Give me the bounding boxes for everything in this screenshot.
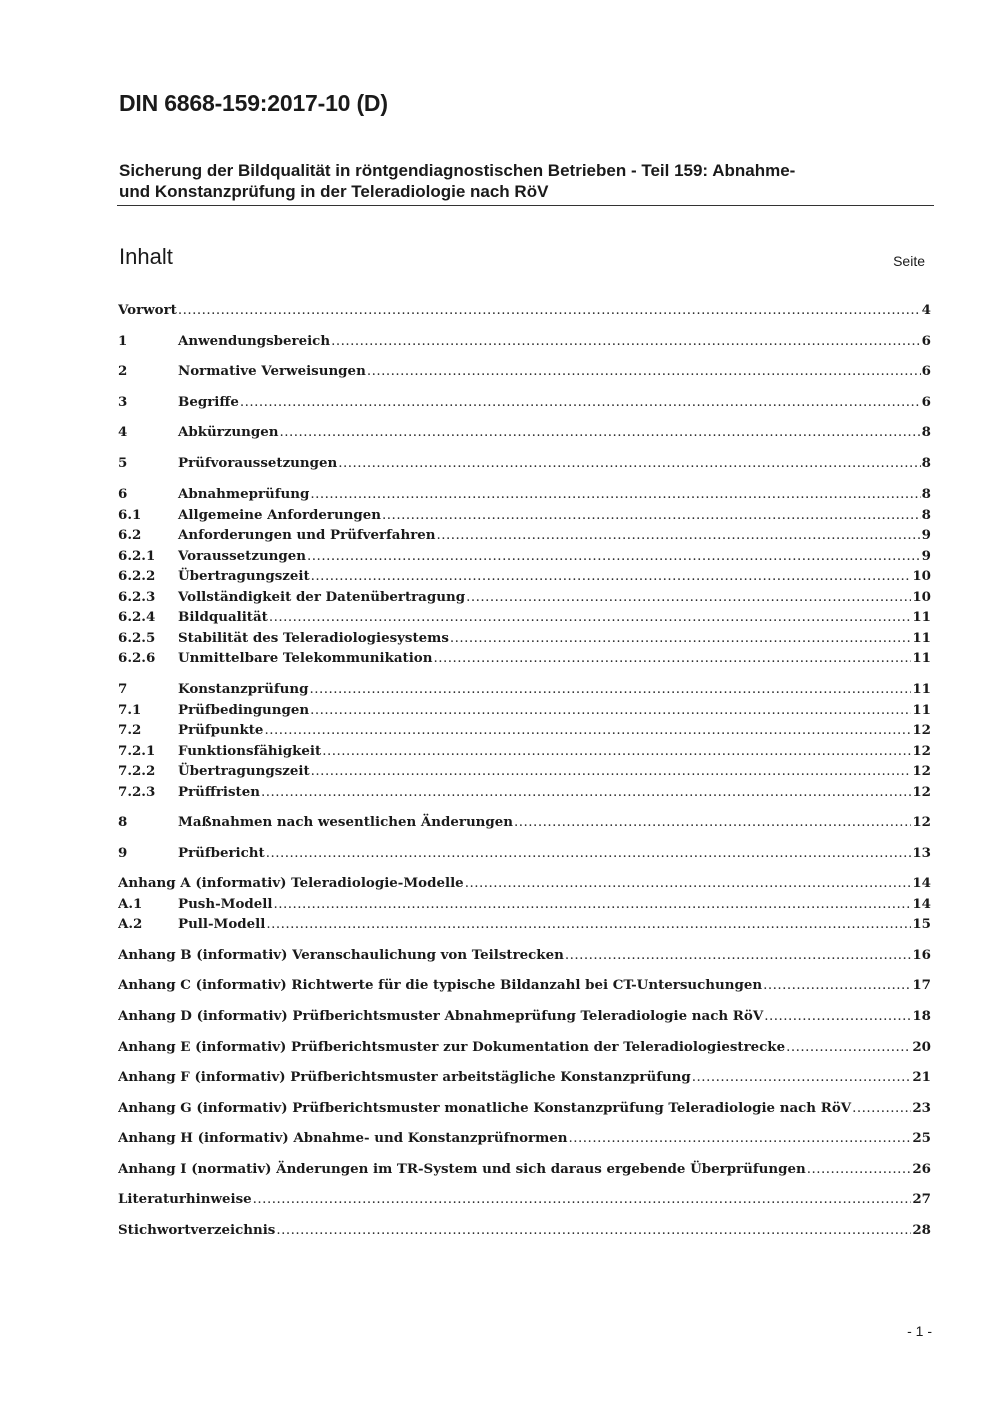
page-number: - 1 - (907, 1323, 932, 1339)
toc-entry-page: 6 (921, 394, 931, 410)
toc-dot-leader (311, 567, 912, 586)
toc-dot-leader (269, 608, 912, 627)
toc-dot-leader (322, 742, 911, 761)
toc-entry[interactable] (118, 525, 931, 545)
page-column-label: Seite (893, 253, 925, 269)
toc-entry-number: 7.1 (118, 702, 142, 718)
toc-dot-leader (763, 976, 911, 995)
toc-entry-page: 20 (912, 1039, 931, 1055)
toc-entry-title: Anhang D (informativ) Prüfberichtsmuster Abnahmeprüfung Teleradiologie nach RöV (118, 1008, 764, 1024)
toc-entry-title: Anhang C (informativ) Richtwerte für die typische Bildanzahl bei CT-Untersuchungen (118, 977, 763, 993)
toc-entry-number: 6.2.5 (118, 630, 156, 646)
toc-dot-leader (786, 1038, 911, 1057)
toc-entry-number: 6.1 (118, 507, 142, 523)
toc-entry-number: 2 (118, 363, 128, 379)
toc-entry-number: 7.2.2 (118, 763, 156, 779)
toc-entry-page: 12 (912, 763, 931, 779)
toc-dot-leader (807, 1160, 912, 1179)
toc-entry-page: 14 (912, 896, 931, 912)
toc-entry-number: 7.2.1 (118, 743, 156, 759)
toc-entry-number: A.1 (118, 896, 143, 912)
toc-entry-page: 11 (912, 630, 931, 646)
toc-entry-page: 15 (912, 916, 931, 932)
toc-entry-number: 1 (118, 333, 128, 349)
toc-entry-page: 8 (921, 455, 931, 471)
toc-entry[interactable] (118, 484, 931, 504)
toc-dot-leader (437, 526, 921, 545)
toc-entry-page: 8 (921, 507, 931, 523)
toc-entry-title: Prüfbedingungen (178, 702, 310, 718)
toc-entry[interactable] (118, 392, 931, 412)
toc-entry-page: 18 (912, 1008, 931, 1024)
toc-entry-page: 14 (912, 875, 931, 891)
toc-entry-page: 11 (912, 609, 931, 625)
toc-entry-title: Anhang B (informativ) Veranschaulichung von Teilstrecken (118, 947, 564, 963)
toc-dot-leader (382, 506, 921, 525)
toc-entry-number: 6.2.1 (118, 548, 156, 564)
toc-entry-title: Anhang H (informativ) Abnahme- und Konstanzprüfnormen (118, 1130, 568, 1146)
toc-entry-page: 12 (912, 784, 931, 800)
toc-entry-title: Anhang E (informativ) Prüfberichtsmuster zur Dokumentation der Teleradiologiestrecke (118, 1039, 786, 1055)
toc-entry-title: Abnahmeprüfung (178, 486, 310, 502)
toc-dot-leader (367, 362, 921, 381)
toc-entry-title: Anhang G (informativ) Prüfberichtsmuster monatliche Konstanzprüfung Teleradiologie nach RöV (118, 1100, 852, 1116)
toc-entry-title: Prüfpunkte (178, 722, 264, 738)
toc-entry-title: Stichwortverzeichnis (118, 1222, 276, 1238)
toc-entry-page: 23 (912, 1100, 931, 1116)
toc-entry[interactable] (118, 361, 931, 381)
toc-entry-title: Übertragungszeit (178, 763, 310, 779)
toc-entry-title: Stabilität des Teleradiologiesystems (178, 630, 449, 646)
toc-entry-title: Konstanzprüfung (178, 681, 309, 697)
toc-entry[interactable] (118, 761, 931, 781)
toc-entry-page: 21 (912, 1069, 931, 1085)
toc-dot-leader (338, 454, 920, 473)
toc-entry-number: 8 (118, 814, 128, 830)
toc-entry-title: Maßnahmen nach wesentlichen Änderungen (178, 814, 514, 830)
toc-entry[interactable] (118, 945, 931, 965)
toc-entry[interactable] (118, 505, 931, 525)
toc-entry-title: Bildqualität (178, 609, 268, 625)
toc-dot-leader (311, 762, 912, 781)
toc-dot-leader (264, 721, 911, 740)
toc-entry-title: Vollständigkeit der Datenübertragung (178, 589, 466, 605)
toc-entry[interactable] (118, 331, 931, 351)
toc-entry-title: Anforderungen und Prüfverfahren (178, 527, 436, 543)
toc-dot-leader (764, 1007, 911, 1026)
toc-entry-title: Begriffe (178, 394, 239, 410)
toc-entry[interactable] (118, 1006, 931, 1026)
toc-dot-leader (310, 485, 920, 504)
toc-entry-page: 11 (912, 681, 931, 697)
toc-entry-page: 12 (912, 814, 931, 830)
toc-dot-leader (465, 874, 912, 893)
toc-dot-leader (266, 915, 911, 934)
toc-entry-number: 4 (118, 424, 128, 440)
toc-entry-number: 5 (118, 455, 128, 471)
toc-entry-page: 13 (912, 845, 931, 861)
toc-entry-page: 10 (912, 568, 931, 584)
toc-entry-number: 6.2.2 (118, 568, 156, 584)
toc-entry-number: 6.2.3 (118, 589, 156, 605)
toc-entry[interactable] (118, 1037, 931, 1057)
toc-entry-number: 6.2.6 (118, 650, 156, 666)
toc-entry-number: A.2 (118, 916, 143, 932)
toc-dot-leader (466, 588, 911, 607)
toc-entry-title: Anhang I (normativ) Änderungen im TR-System und sich daraus ergebende Überprüfungen (118, 1161, 806, 1177)
toc-entry[interactable] (118, 628, 931, 648)
toc-entry-number: 7.2.3 (118, 784, 156, 800)
toc-entry[interactable] (118, 422, 931, 442)
toc-entry[interactable] (118, 648, 931, 668)
toc-dot-leader (276, 1221, 911, 1240)
toc-entry-page: 10 (912, 589, 931, 605)
toc-entry[interactable] (118, 453, 931, 473)
toc-dot-leader (450, 629, 911, 648)
toc-entry[interactable] (118, 607, 931, 627)
toc-entry[interactable] (118, 1098, 931, 1118)
toc-dot-leader (253, 1190, 912, 1209)
toc-entry-page: 8 (921, 486, 931, 502)
toc-entry-title: Pull-Modell (178, 916, 266, 932)
toc-dot-leader (280, 423, 921, 442)
toc-dot-leader (266, 844, 912, 863)
toc-dot-leader (310, 680, 912, 699)
toc-entry[interactable] (118, 843, 931, 863)
toc-entry-page: 6 (921, 363, 931, 379)
subtitle-line-1: Sicherung der Bildqualität in röntgendiagnostischen Betrieben - Teil 159: Abnahme- (119, 161, 796, 180)
toc-entry-title: Unmittelbare Telekommunikation (178, 650, 433, 666)
toc-entry-page: 17 (912, 977, 931, 993)
document-subtitle (119, 160, 939, 202)
toc-dot-leader (565, 946, 912, 965)
toc-heading: Inhalt (119, 244, 173, 269)
toc-entry-page: 16 (912, 947, 931, 963)
document-id: DIN 6868-159:2017-10 (D) (119, 90, 388, 116)
toc-dot-leader (261, 783, 911, 802)
toc-entry-number: 3 (118, 394, 128, 410)
toc-entry-title: Literaturhinweise (118, 1191, 252, 1207)
toc-entry[interactable] (118, 1220, 931, 1240)
toc-entry[interactable] (118, 566, 931, 586)
toc-entry-number: 6.2.4 (118, 609, 156, 625)
toc-entry-number: 6 (118, 486, 128, 502)
toc-dot-leader (433, 649, 911, 668)
toc-entry-title: Prüffristen (178, 784, 260, 800)
toc-entry[interactable] (118, 782, 931, 802)
toc-entry-page: 11 (912, 702, 931, 718)
toc-entry-page: 28 (912, 1222, 931, 1238)
toc-entry[interactable] (118, 679, 931, 699)
toc-entry-title: Normative Verweisungen (178, 363, 366, 379)
toc-dot-leader (692, 1068, 912, 1087)
toc-entry-page: 9 (921, 548, 931, 564)
toc-entry-page: 8 (921, 424, 931, 440)
toc-entry-page: 4 (921, 302, 931, 318)
toc-entry-title: Abkürzungen (178, 424, 279, 440)
toc-entry[interactable] (118, 1128, 931, 1148)
toc-entry[interactable] (118, 587, 931, 607)
toc-entry-title: Anhang A (informativ) Teleradiologie-Modelle (118, 875, 464, 891)
toc-dot-leader (240, 393, 921, 412)
toc-dot-leader (569, 1129, 912, 1148)
toc-entry[interactable] (118, 1067, 931, 1087)
toc-dot-leader (331, 332, 921, 351)
title-divider (117, 205, 934, 206)
toc-entry-number: 7.2 (118, 722, 142, 738)
toc-entry-title: Übertragungszeit (178, 568, 310, 584)
toc-entry-title: Voraussetzungen (178, 548, 307, 564)
toc-dot-leader (307, 547, 921, 566)
toc-entry-number: 6.2 (118, 527, 142, 543)
toc-entry-title: Push-Modell (178, 896, 273, 912)
toc-entry-page: 25 (912, 1130, 931, 1146)
toc-entry-title: Allgemeine Anforderungen (178, 507, 382, 523)
toc-entry[interactable] (118, 812, 931, 832)
toc-entry[interactable] (118, 1189, 931, 1209)
toc-entry-page: 9 (921, 527, 931, 543)
toc-entry-title: Prüfvoraussetzungen (178, 455, 338, 471)
toc-entry[interactable] (118, 914, 931, 934)
toc-entry-number: 7 (118, 681, 128, 697)
toc-entry[interactable] (118, 720, 931, 740)
toc-entry[interactable] (118, 546, 931, 566)
toc-entry-title: Vorwort (118, 302, 177, 318)
toc-entry-title: Prüfbericht (178, 845, 265, 861)
toc-entry-title: Anwendungsbereich (178, 333, 331, 349)
toc-entry[interactable] (118, 894, 931, 914)
toc-entry[interactable] (118, 975, 931, 995)
toc-dot-leader (514, 813, 911, 832)
toc-entry[interactable] (118, 300, 931, 320)
toc-entry-page: 26 (912, 1161, 931, 1177)
toc-entry-page: 12 (912, 722, 931, 738)
toc-dot-leader (310, 701, 911, 720)
toc-entry-page: 27 (912, 1191, 931, 1207)
toc-dot-leader (852, 1099, 911, 1118)
toc-dot-leader (273, 895, 911, 914)
toc-dot-leader (178, 301, 921, 320)
toc-entry[interactable] (118, 873, 931, 893)
toc-entry[interactable] (118, 700, 931, 720)
toc-entry-number: 9 (118, 845, 128, 861)
toc-entry-page: 12 (912, 743, 931, 759)
toc-entry-title: Anhang F (informativ) Prüfberichtsmuster arbeitstägliche Konstanzprüfung (118, 1069, 691, 1085)
toc-entry-page: 6 (921, 333, 931, 349)
toc-entry-title: Funktionsfähigkeit (178, 743, 322, 759)
subtitle-line-2: und Konstanzprüfung in der Teleradiologie nach RöV (119, 182, 549, 201)
toc-entry[interactable] (118, 741, 931, 761)
toc-entry-page: 11 (912, 650, 931, 666)
toc-entry[interactable] (118, 1159, 931, 1179)
